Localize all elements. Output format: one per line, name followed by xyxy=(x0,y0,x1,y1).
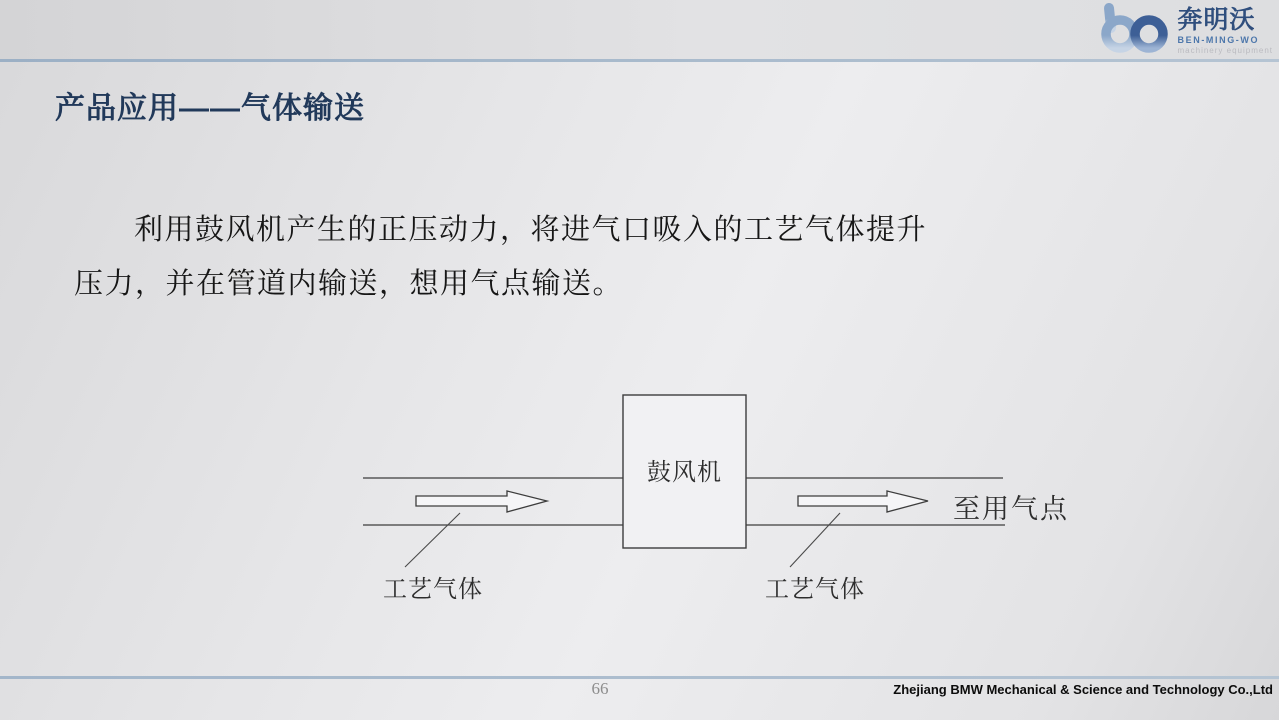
page-number: 66 xyxy=(591,679,609,698)
footer-company-name: Zhejiang BMW Mechanical & Science and Technology Co.,Ltd xyxy=(893,682,1273,697)
logo-name-en: BEN-MING-WO xyxy=(1177,35,1260,45)
flow-arrow-left-icon xyxy=(416,491,547,512)
company-logo xyxy=(1097,2,1273,61)
left-leader-line xyxy=(405,513,460,567)
body-paragraph-line-2: 压力，并在管道内输送，想用气点输送。 xyxy=(74,268,624,300)
outlet-label: 至用气点 xyxy=(953,494,1069,524)
footer-divider-line xyxy=(0,676,1279,679)
header-band xyxy=(0,0,1279,59)
slide-title: 产品应用——气体输送 xyxy=(55,92,365,125)
flow-arrow-right-icon xyxy=(798,491,928,512)
process-gas-label-left: 工艺气体 xyxy=(383,576,483,603)
process-gas-label-right: 工艺气体 xyxy=(765,576,865,603)
blower-box-label: 鼓风机 xyxy=(647,459,722,486)
logo-tagline: machinery equipment xyxy=(1177,46,1273,55)
logo-bo-icon xyxy=(1097,2,1175,61)
right-leader-line xyxy=(790,513,840,567)
header-divider-line xyxy=(0,59,1279,62)
logo-name-cn: 奔明沃 xyxy=(1177,6,1256,34)
body-paragraph-line-1: 利用鼓风机产生的正压动力，将进气口吸入的工艺气体提升 xyxy=(134,214,928,246)
